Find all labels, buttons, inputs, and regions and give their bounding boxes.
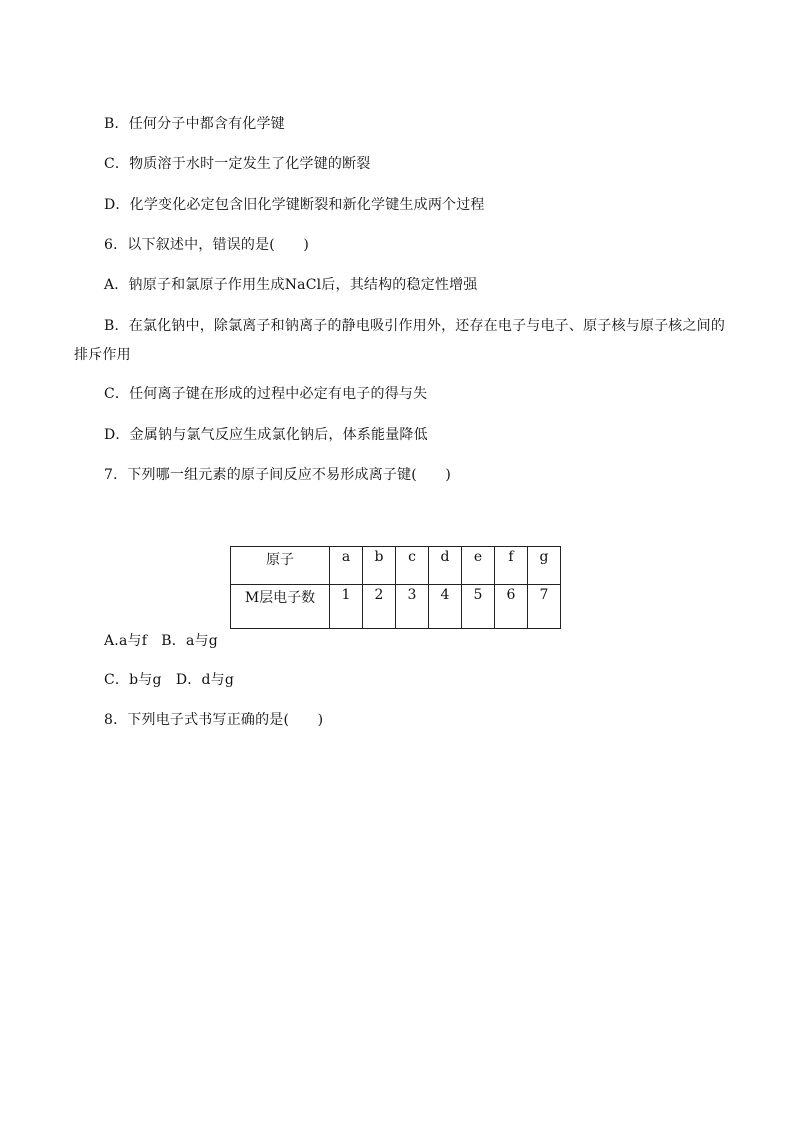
table-cell: c bbox=[396, 547, 429, 585]
q5-option-c: C．物质溶于水时一定发生了化学键的断裂 bbox=[104, 156, 371, 172]
table-cell: b bbox=[363, 547, 396, 585]
q6-option-a: A．钠原子和氯原子作用生成NaCl后，其结构的稳定性增强 bbox=[104, 277, 478, 293]
table-cell: 1 bbox=[330, 585, 363, 629]
table-cell: 5 bbox=[462, 585, 495, 629]
table-header-atom: 原子 bbox=[231, 547, 330, 585]
table-cell: e bbox=[462, 547, 495, 585]
q5-option-b: B．任何分子中都含有化学键 bbox=[104, 116, 285, 132]
question-8: 8．下列电子式书写正确的是( ) bbox=[104, 712, 324, 728]
table-cell: a bbox=[330, 547, 363, 585]
q5-option-d: D．化学变化必定包含旧化学键断裂和新化学键生成两个过程 bbox=[104, 197, 485, 213]
table-cell: d bbox=[429, 547, 462, 585]
q6-option-b-line2: 排斥作用 bbox=[74, 347, 131, 363]
table-header-m-electrons: M层电子数 bbox=[231, 585, 330, 629]
question-7: 7．下列哪一组元素的原子间反应不易形成离子键( ) bbox=[104, 467, 452, 483]
table-cell: 6 bbox=[495, 585, 528, 629]
q6-option-d: D．金属钠与氯气反应生成氯化钠后，体系能量降低 bbox=[104, 427, 428, 443]
table-row bbox=[231, 547, 561, 585]
table-cell: g bbox=[528, 547, 561, 585]
table-cell: 7 bbox=[528, 585, 561, 629]
table-row bbox=[231, 585, 561, 629]
q7-options-cd: C．b与g D．d与g bbox=[104, 672, 234, 688]
q6-option-b-line1: B．在氯化钠中，除氯离子和钠离子的静电吸引作用外，还存在电子与电子、原子核与原子核之间的 bbox=[104, 318, 726, 334]
q6-option-c: C．任何离子键在形成的过程中必定有电子的得与失 bbox=[104, 386, 428, 402]
question-6: 6．以下叙述中，错误的是( ) bbox=[104, 237, 310, 253]
table-cell: 2 bbox=[363, 585, 396, 629]
table-cell: f bbox=[495, 547, 528, 585]
table-cell: 4 bbox=[429, 585, 462, 629]
table-cell: 3 bbox=[396, 585, 429, 629]
m-shell-electron-table bbox=[230, 546, 561, 629]
q7-options-ab: A.a与f B．a与g bbox=[104, 633, 218, 649]
